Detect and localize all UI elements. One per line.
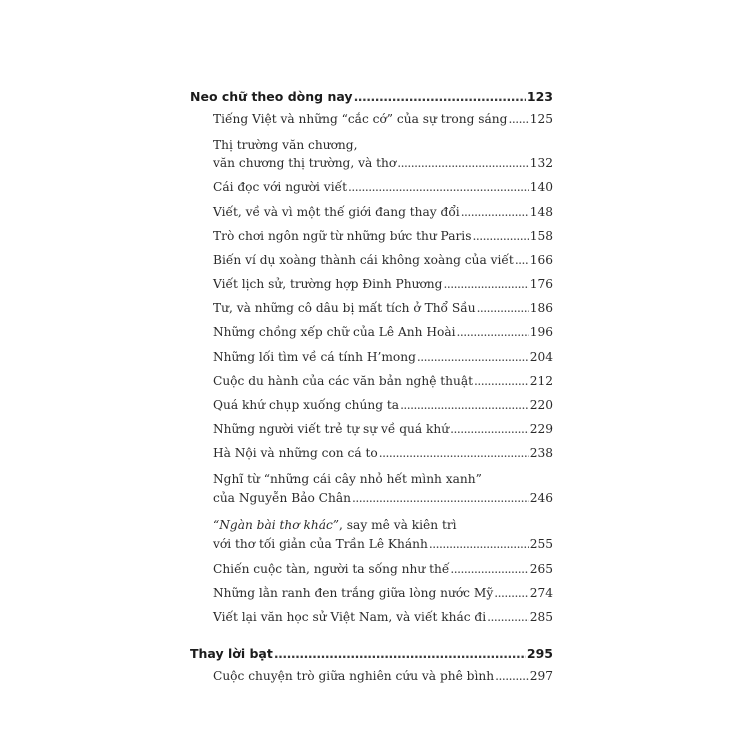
section-title: Thay lời bạt bbox=[190, 646, 273, 661]
entry-title: Cái đọc với người viết bbox=[213, 180, 347, 194]
page-number: 265 bbox=[529, 562, 553, 576]
toc-entry bbox=[213, 610, 553, 624]
toc-entry bbox=[213, 277, 553, 291]
entry-title: Chiến cuộc tàn, người ta sống như thế bbox=[213, 562, 450, 576]
entry-title: Cuộc chuyện trò giữa nghiên cứu và phê bình bbox=[213, 669, 495, 683]
dot-leader bbox=[354, 89, 526, 104]
toc-entry bbox=[213, 491, 553, 505]
toc-entry bbox=[213, 398, 553, 412]
page-number: 220 bbox=[529, 398, 553, 412]
page-number: 285 bbox=[529, 610, 553, 624]
dot-leader bbox=[450, 562, 528, 576]
entry-title: Trò chơi ngôn ngữ từ những bức thư Paris bbox=[213, 229, 472, 243]
toc-entry-line bbox=[213, 472, 553, 486]
entry-title: Hà Nội và những con cá to bbox=[213, 446, 378, 460]
page-number: 158 bbox=[529, 229, 553, 243]
page-number: 229 bbox=[529, 422, 553, 436]
page-number: 274 bbox=[529, 586, 553, 600]
dot-leader bbox=[352, 491, 529, 505]
dot-leader bbox=[461, 205, 529, 219]
page-number: 176 bbox=[529, 277, 553, 291]
toc-entry bbox=[213, 229, 553, 243]
dot-leader bbox=[379, 446, 529, 460]
page-number: 246 bbox=[529, 491, 553, 505]
dot-leader bbox=[450, 422, 529, 436]
page-number: 166 bbox=[529, 253, 553, 267]
page-number: 196 bbox=[529, 325, 553, 339]
page-number: 148 bbox=[529, 205, 553, 219]
dot-leader bbox=[397, 156, 529, 170]
dot-leader bbox=[508, 112, 528, 126]
section-title: Neo chữ theo dòng nay bbox=[190, 89, 353, 104]
entry-title: Viết lại văn học sử Việt Nam, và viết khác đi bbox=[213, 610, 487, 624]
toc-entry bbox=[213, 156, 553, 170]
toc-entry bbox=[213, 112, 553, 126]
page-number: 204 bbox=[529, 350, 553, 364]
entry-title: văn chương thị trường, và thơ bbox=[213, 156, 397, 170]
toc-entry bbox=[213, 586, 553, 600]
toc-entry bbox=[213, 180, 553, 194]
entry-title: Viết, về và vì một thế giới đang thay đổi bbox=[213, 205, 460, 219]
entry-title: Tư, và những cô dâu bị mất tích ở Thổ Sầu bbox=[213, 301, 476, 315]
dot-leader bbox=[274, 646, 526, 661]
page-number: 125 bbox=[529, 112, 553, 126]
entry-title: Viết lịch sử, trường hợp Đinh Phương bbox=[213, 277, 443, 291]
italic-title: “Ngàn bài thơ khác” bbox=[213, 518, 340, 532]
page-number: 295 bbox=[526, 646, 553, 661]
toc-entry bbox=[213, 374, 553, 388]
title-continuation: , say mê và kiên trì bbox=[339, 518, 457, 532]
dot-leader bbox=[429, 537, 529, 551]
toc-entry bbox=[213, 301, 553, 315]
dot-leader bbox=[443, 277, 528, 291]
page-number: 132 bbox=[529, 156, 553, 170]
entry-title-line bbox=[213, 518, 457, 532]
entry-title: Những lằn ranh đen trắng giữa lòng nước Mỹ bbox=[213, 586, 494, 600]
dot-leader bbox=[477, 301, 529, 315]
entry-title: Những chồng xếp chữ của Lê Anh Hoài bbox=[213, 325, 456, 339]
toc-entry bbox=[213, 562, 553, 576]
page-number: 186 bbox=[529, 301, 553, 315]
toc-entry-line bbox=[213, 138, 553, 152]
page-number: 212 bbox=[529, 374, 553, 388]
entry-title: với thơ tối giản của Trần Lê Khánh bbox=[213, 537, 428, 551]
toc-entry bbox=[213, 422, 553, 436]
entry-title: Cuộc du hành của các văn bản nghệ thuật bbox=[213, 374, 474, 388]
dot-leader bbox=[515, 253, 529, 267]
entry-title: của Nguyễn Bảo Chân bbox=[213, 491, 351, 505]
dot-leader bbox=[472, 229, 528, 243]
toc-entry bbox=[213, 253, 553, 267]
entry-title: Quá khứ chụp xuống chúng ta bbox=[213, 398, 400, 412]
toc-entry bbox=[213, 537, 553, 551]
page-number: 140 bbox=[529, 180, 553, 194]
dot-leader bbox=[417, 350, 529, 364]
dot-leader bbox=[474, 374, 529, 388]
toc-entry-line bbox=[213, 518, 553, 532]
entry-title: Biến ví dụ xoàng thành cái không xoàng của viết bbox=[213, 253, 514, 267]
page-number: 297 bbox=[529, 669, 553, 683]
dot-leader bbox=[494, 586, 528, 600]
entry-title: Những người viết trẻ tự sự về quá khứ bbox=[213, 422, 450, 436]
dot-leader bbox=[400, 398, 529, 412]
dot-leader bbox=[348, 180, 529, 194]
entry-title-line: Nghĩ từ “những cái cây nhỏ hết mình xanh” bbox=[213, 472, 482, 486]
toc-entry bbox=[213, 446, 553, 460]
toc-entry bbox=[213, 325, 553, 339]
toc-section-heading bbox=[190, 89, 553, 104]
entry-title-line: Thị trường văn chương, bbox=[213, 138, 358, 152]
toc-section-heading bbox=[190, 646, 553, 661]
entry-title: Những lối tìm về cá tính H’mong bbox=[213, 350, 416, 364]
page-number: 238 bbox=[529, 446, 553, 460]
dot-leader bbox=[495, 669, 529, 683]
entry-title: Tiếng Việt và những “cắc cớ” của sự trong sáng bbox=[213, 112, 508, 126]
toc-entry bbox=[213, 669, 553, 683]
page-number: 255 bbox=[529, 537, 553, 551]
toc-entry bbox=[213, 350, 553, 364]
toc-entry bbox=[213, 205, 553, 219]
dot-leader bbox=[457, 325, 529, 339]
dot-leader bbox=[487, 610, 529, 624]
page-number: 123 bbox=[526, 89, 553, 104]
